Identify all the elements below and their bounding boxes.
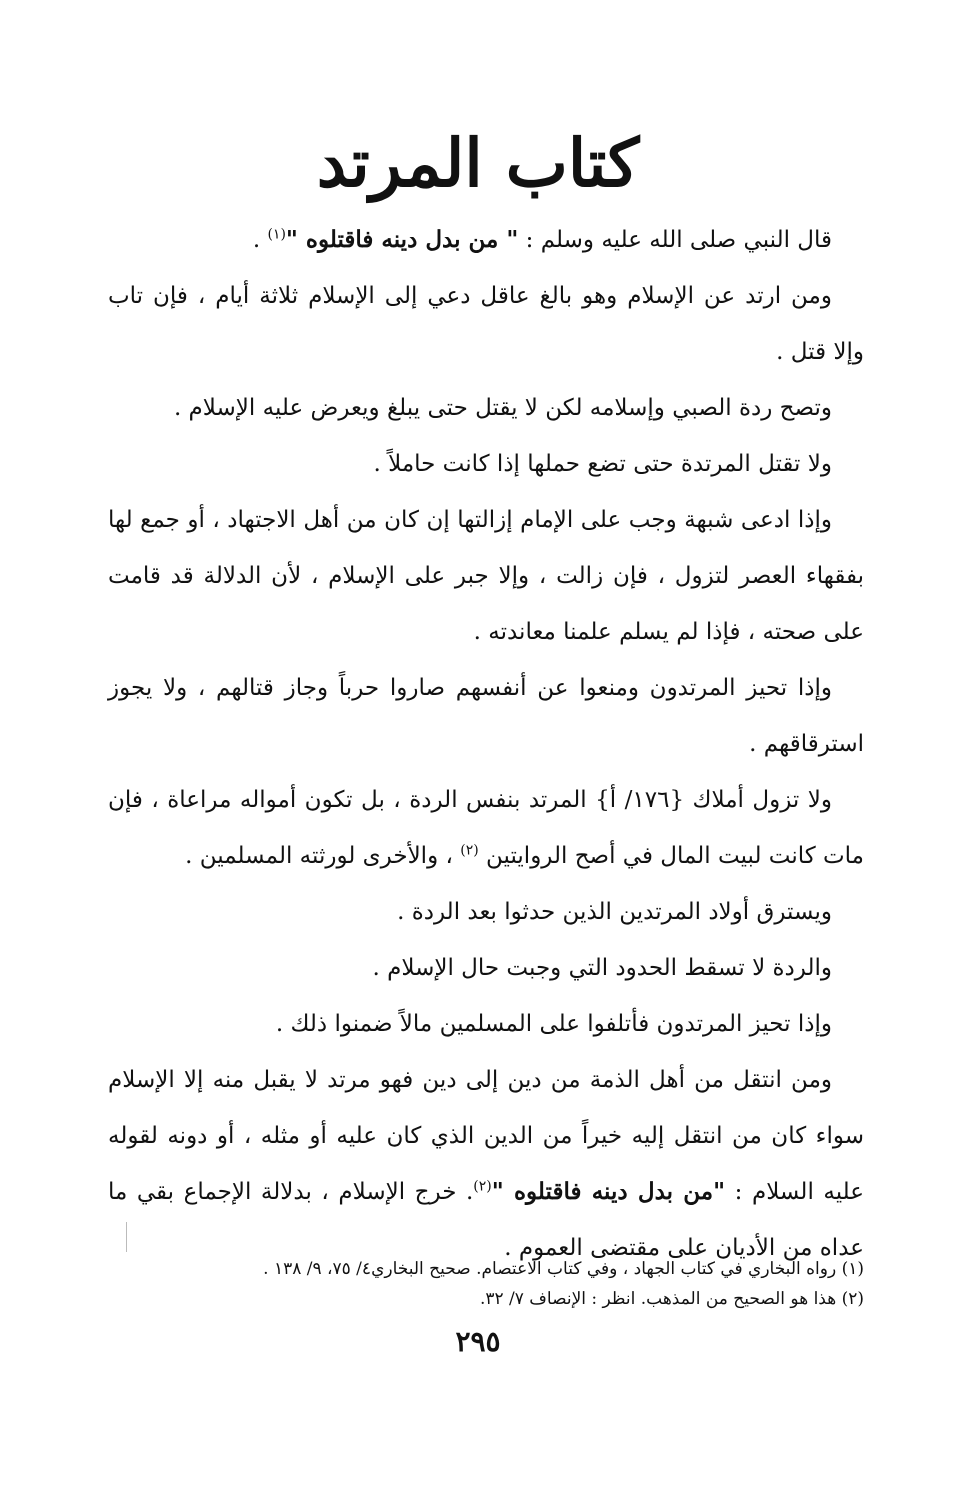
paragraph-dhimma: ومن انتقل من أهل الذمة من دين إلى دين فهو مرتد لا يقبل منه إلا الإسلام سواء كان من انتقل إليه خيراً من الدين الذي كان عليه أو مثله ، أو دونه لقوله عليه السلام : "من بدل دينه فاقتلوه "$^{(٢)}$. خرج الإسلام ، بدلالة الإجماع بقي ما عداه من الأديان على مقتضى العموم . bbox=[108, 1067, 864, 1261]
hadith-quote: "من بدل دينه فاقتلوه " bbox=[491, 1178, 726, 1205]
footnotes bbox=[108, 1254, 864, 1314]
paragraph: وإذا ادعى شبهة وجب على الإمام إزالتها إن كان من أهل الاجتهاد ، أو جمع لها بفقهاء العصر لتزول ، فإن زالت ، وإلا جبر على الإسلام ، لأن الدلالة قد قامت على صحته ، فإذا لم يسلم علمنا معاندته . bbox=[108, 507, 864, 645]
paragraph-hadith: قال النبي صلى الله عليه وسلم : " من بدل دينه فاقتلوه "$^{(١)}$ . bbox=[252, 226, 832, 253]
hadith-quote: " من بدل دينه فاقتلوه " bbox=[285, 226, 519, 253]
paragraph: وإذا تحيز المرتدون فأتلفوا على المسلمين مالاً ضمنوا ذلك . bbox=[275, 1011, 832, 1037]
paragraph: والردة لا تسقط الحدود التي وجبت حال الإسلام . bbox=[372, 955, 832, 981]
paragraph: ومن ارتد عن الإسلام وهو بالغ عاقل دعي إلى الإسلام ثلاثة أيام ، فإن تاب وإلا قتل . bbox=[108, 283, 864, 365]
paragraph: ويسترق أولاد المرتدين الذين حدثوا بعد الردة . bbox=[397, 899, 832, 925]
paragraph: ولا تقتل المرتدة حتى تضع حملها إذا كانت حاملاً . bbox=[373, 451, 832, 477]
paragraph-property: ولا تزول أملاك {١٧٦/ أ} المرتد بنفس الردة ، بل تكون أمواله مراعاة ، فإن مات كانت لبيت المال في أصح الروايتين $^{(٢)}$ ، والأخرى لورثته المسلمين . bbox=[108, 787, 864, 869]
margin-mark bbox=[126, 1222, 127, 1252]
footnote-ref-1: (١) bbox=[267, 226, 286, 243]
footnote-ref-2: (٢) bbox=[460, 842, 479, 859]
footnote-2: (٢) هذا هو الصحيح من المذهب. انظر : الإنصاف ٧/ ٣٢. bbox=[479, 1289, 864, 1309]
footnote-1: (١) رواه البخاري في كتاب الجهاد ، وفي كتاب الاعتصام. صحيح البخاري٤/ ٧٥، ٩/ ١٣٨ . bbox=[263, 1259, 864, 1279]
paragraph: وتصح ردة الصبي وإسلامه لكن لا يقتل حتى يبلغ ويعرض عليه الإسلام . bbox=[173, 395, 832, 421]
page-number: ٢٩٥ bbox=[455, 1325, 501, 1358]
paragraph: وإذا تحيز المرتدون ومنعوا عن أنفسهم صاروا حرباً وجاز قتالهم ، ولا يجوز استرقاقهم . bbox=[108, 675, 864, 757]
chapter-title: كتاب المرتد bbox=[316, 124, 640, 202]
body-text bbox=[108, 212, 864, 1276]
footnote-ref-2b: (٢) bbox=[473, 1178, 492, 1195]
